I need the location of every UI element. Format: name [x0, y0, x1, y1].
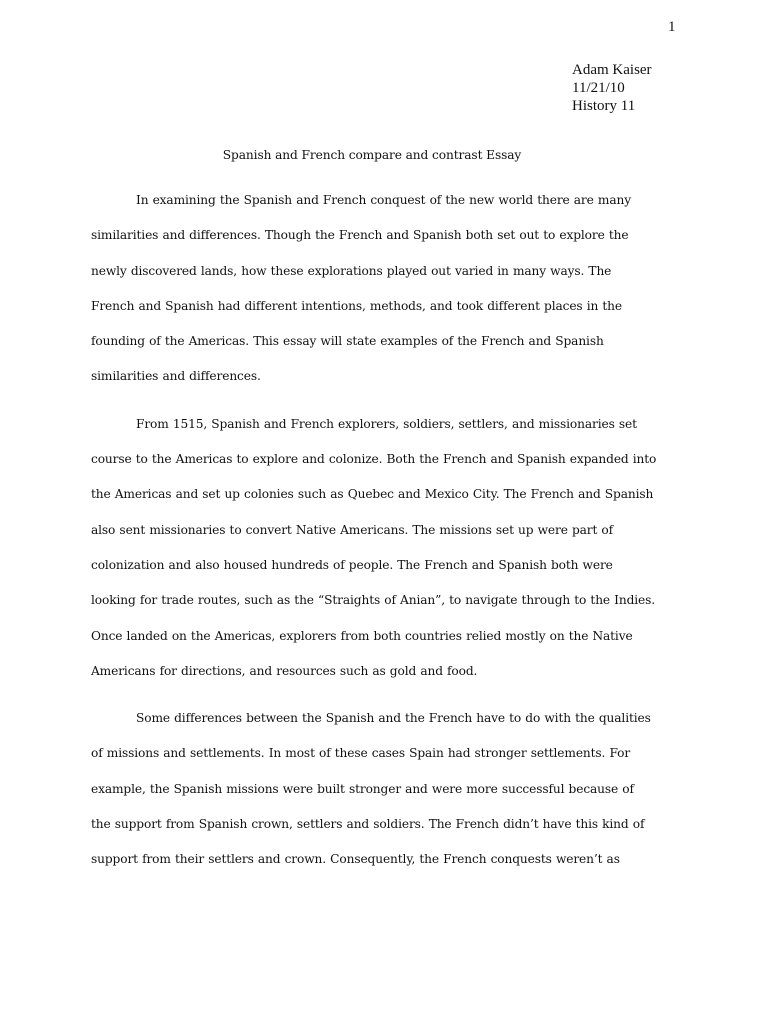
text-line: newly discovered lands, how these explorations played out varied in many ways. The [91, 263, 612, 278]
page-number: 1 [668, 19, 676, 35]
essay-header [572, 61, 652, 115]
essay-title: Spanish and French compare and contrast Essay [222, 148, 522, 162]
text-line: example, the Spanish missions were built stronger and were more successful because of [91, 781, 634, 796]
essay-body [91, 183, 671, 890]
course-name: History 11 [572, 98, 636, 114]
text-line: Once landed on the Americas, explorers from both countries relied mostly on the Native [91, 628, 633, 643]
text-line: course to the Americas to explore and colonize. Both the French and Spanish expanded into [91, 452, 657, 467]
text-line: the Americas and set up colonies such as Quebec and Mexico City. The French and Spanish [91, 487, 654, 502]
text-line: similarities and differences. Though the French and Spanish both set out to explore the [91, 228, 629, 243]
text-line: also sent missionaries to convert Native Americans. The missions set up were part of [91, 522, 614, 537]
text-line: similarities and differences. [91, 369, 261, 384]
author-name: Adam Kaiser [572, 62, 652, 78]
text-line: of missions and settlements. In most of these cases Spain had stronger settlements. For [91, 746, 631, 761]
paragraph-1 [91, 183, 671, 395]
text-line: French and Spanish had different intentions, methods, and took different places in the [91, 298, 622, 313]
text-line: Some differences between the Spanish and the French have to do with the qualities [136, 711, 651, 726]
essay-date: 11/21/10 [572, 80, 625, 96]
text-line: founding of the Americas. This essay will state examples of the French and Spanish [91, 334, 604, 349]
text-line: support from their settlers and crown. Consequently, the French conquests weren’t as [91, 852, 620, 867]
text-line: In examining the Spanish and French conquest of the new world there are many [136, 193, 631, 207]
paragraph-2 [91, 407, 671, 689]
text-line: looking for trade routes, such as the “Straights of Anian”, to navigate through to the Indies. [91, 593, 656, 608]
text-line: From 1515, Spanish and French explorers, soldiers, settlers, and missionaries set [136, 416, 637, 431]
text-line: colonization and also housed hundreds of people. The French and Spanish both were [91, 557, 613, 572]
paragraph-3 [91, 701, 671, 877]
text-line: the support from Spanish crown, settlers and soldiers. The French didn’t have this kind of [91, 817, 645, 832]
text-line: Americans for directions, and resources such as gold and food. [91, 663, 478, 678]
